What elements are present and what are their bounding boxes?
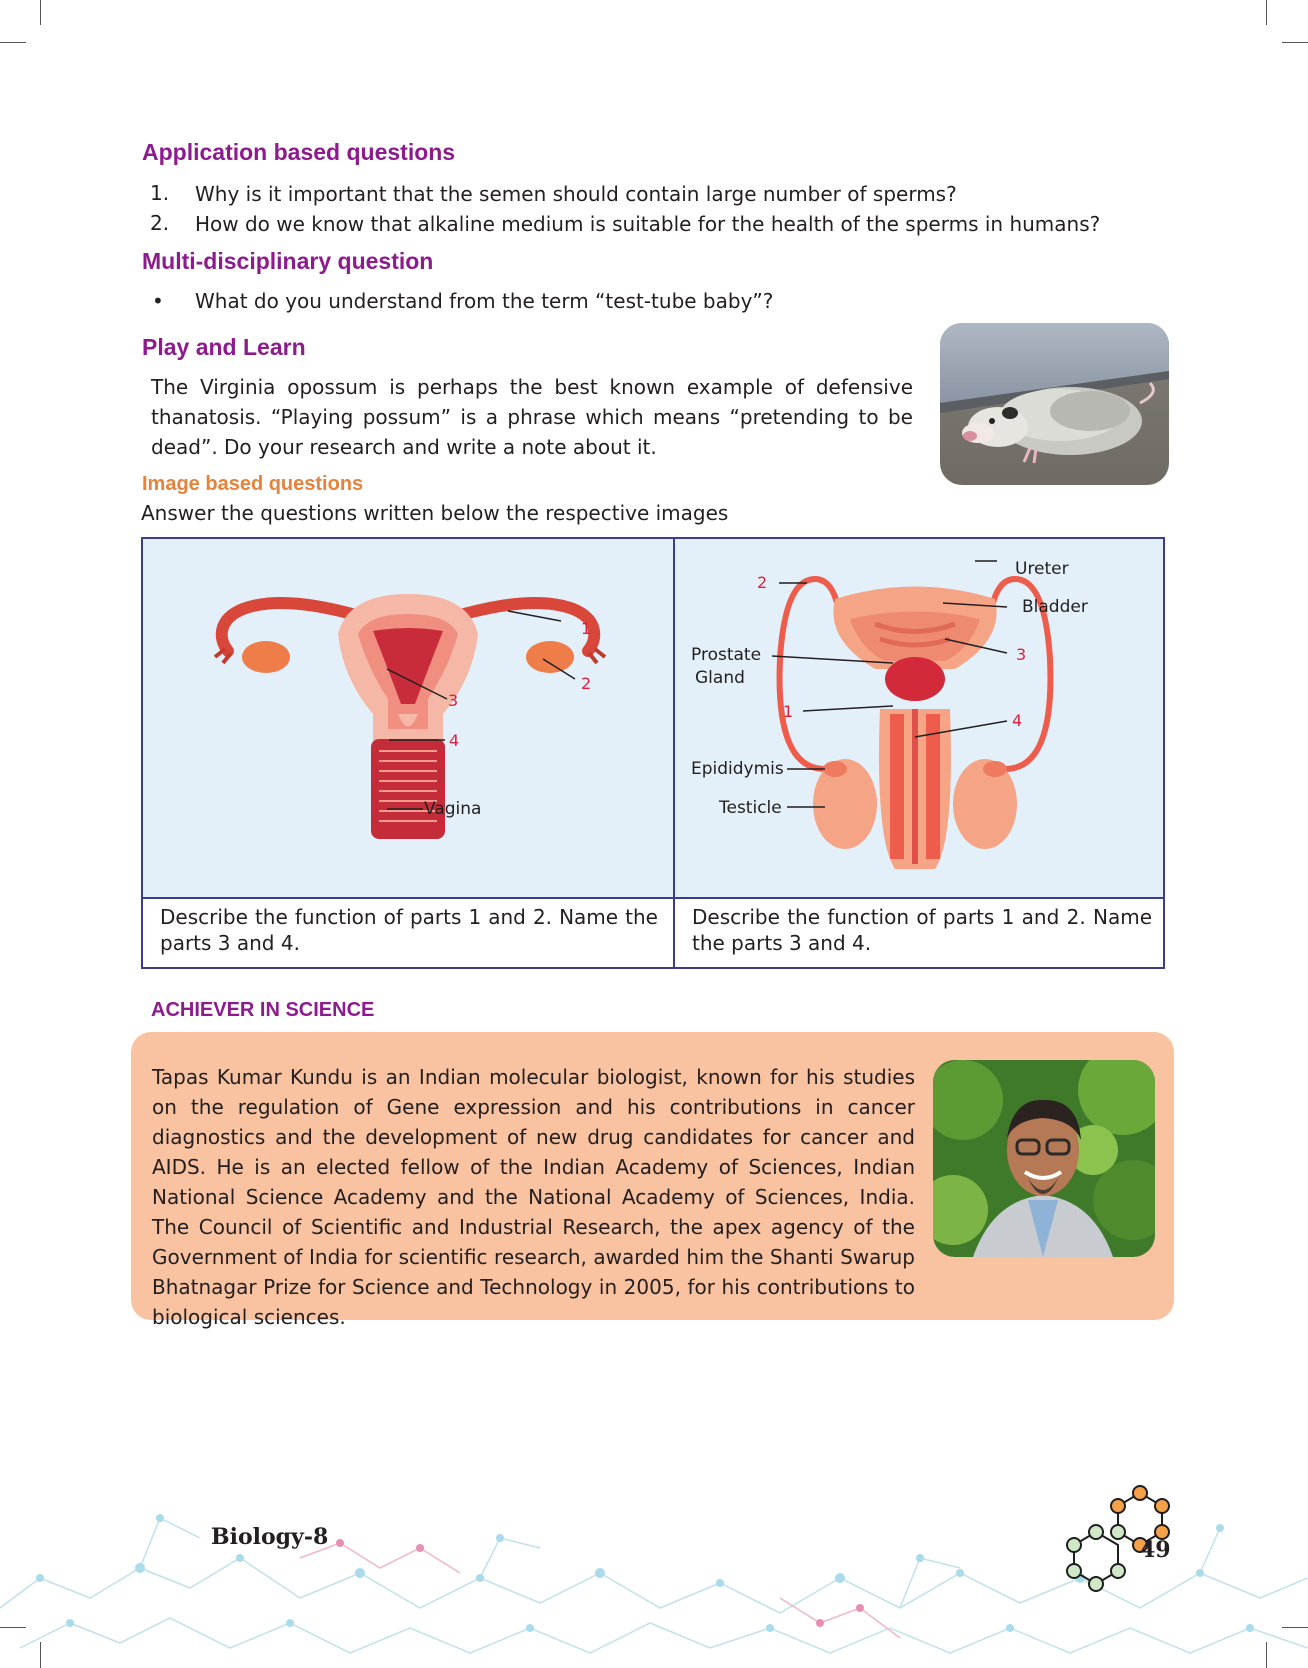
label-epididymis: Epididymis [691,759,784,779]
table-divider-horizontal [143,897,1163,899]
crop-mark [0,42,26,43]
multi-disciplinary-heading: Multi-disciplinary question [142,248,434,274]
question-number: 1. [150,181,170,205]
achiever-heading: ACHIEVER IN SCIENCE [151,999,375,1021]
label-bladder: Bladder [1022,597,1088,617]
achiever-text: Tapas Kumar Kundu is an Indian molecular biologist, known for his studies on the regulation of Gene expression and his contributions in cancer diagnostics and the development of new drug candidates for cancer and AIDS. He is an elected fellow of the Indian Academy of Sciences, Indian National Science Academy and the National Academy of Sciences, India. The Council of Scientific and Industrial Research, the apex agency of the Government of India for scientific research, awarded him the Shanti Swarup Bhatnagar Prize for Science and Technology in 2005, for his contributions to biological sciences. [152,1065,915,1329]
image-questions-heading: Image based questions [142,473,364,495]
page-number: 49 [1140,1537,1171,1563]
label-gland: Gland [695,668,745,688]
label-number-3: 3 [448,691,459,710]
label-prostate: Prostate [691,645,762,665]
multi-question-text: What do you understand from the term “test-tube baby”? [195,289,774,313]
label-number-4: 4 [1012,711,1023,730]
book-title: Biology-8 [211,1524,329,1550]
female-reproductive-diagram [143,539,673,897]
image-questions-instruction: Answer the questions written below the respective images [141,501,729,525]
label-ureter: Ureter [1015,559,1069,579]
bullet: • [152,289,164,313]
female-diagram-cell [143,539,673,897]
label-number-2: 2 [581,674,592,693]
question-text: How do we know that alkaline medium is suitable for the health of the sperms in humans? [195,212,1101,236]
label-vagina: Vagina [424,799,482,819]
question-number: 2. [150,211,170,235]
label-number-3: 3 [1016,645,1027,664]
left-caption: Describe the function of parts 1 and 2. Name the parts 3 and 4. [160,905,658,955]
play-learn-text: The Virginia opossum is perhaps the best known example of defensive thanatosis. “Playing possum” is a phrase which means “pretending to be dead”. Do your research and write a note about it. [151,375,913,459]
play-learn-heading: Play and Learn [142,334,306,360]
male-reproductive-diagram [675,539,1163,897]
crop-mark [40,0,41,25]
male-diagram-cell [675,539,1163,897]
crop-mark [1266,0,1267,25]
opossum-photo [940,323,1169,485]
table-divider-vertical [673,539,675,967]
image-question-table [141,537,1165,969]
right-caption: Describe the function of parts 1 and 2. Name the parts 3 and 4. [692,905,1152,955]
application-heading: Application based questions [142,139,456,165]
label-testicle: Testicle [719,798,782,818]
scientist-photo [933,1060,1155,1257]
label-number-4: 4 [449,731,460,750]
achiever-box [131,1032,1174,1329]
molecule-decoration [0,1448,1308,1668]
label-number-1: 1 [783,702,794,721]
label-number-1: 1 [581,619,592,638]
question-text: Why is it important that the semen should contain large number of sperms? [195,182,957,206]
crop-mark [1282,42,1308,43]
label-number-2: 2 [757,573,768,592]
